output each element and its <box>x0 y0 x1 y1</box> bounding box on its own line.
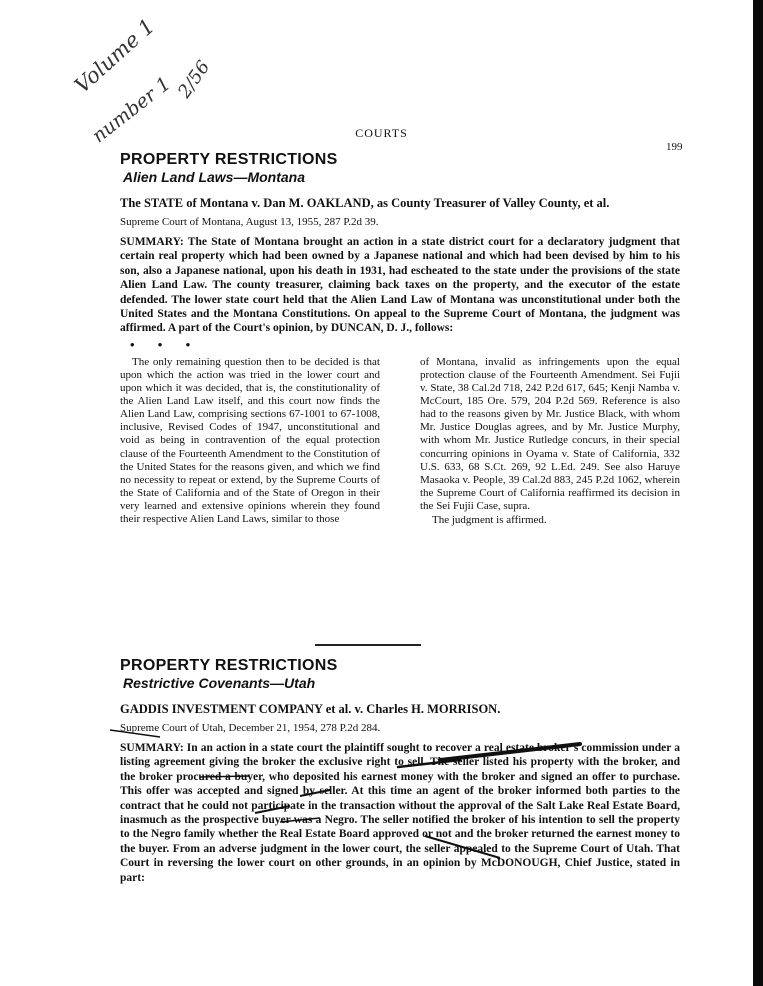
case-title-parties: GADDIS INVESTMENT COMPANY et al. v. Charles H. MORRISON. <box>120 702 501 716</box>
running-head: COURTS <box>355 126 408 140</box>
section-heading: PROPERTY RESTRICTIONS <box>120 657 338 674</box>
summary-label: SUMMARY: <box>120 742 184 754</box>
summary-text: The State of Montana brought an action in a state district court for a declaratory judgment that certain real property which had been owned by a Japanese national and which had been devised by him to his son, also a Japanese national, upon his death in 1931, had escheated to the state under the provisions of the state Alien Land Law. The county treasurer, claiming back taxes on the property, and the executor of the estate defended. The lower state court held that the Alien Land Law of Montana was unconstitutional under both the United States and the Montana Constitutions. On appeal to the Supreme Court of Montana, the judgment was affirmed. A part of the Court's opinion, by DUNCAN, D. J., follows: <box>120 236 680 335</box>
case-title <box>120 195 680 211</box>
case-section-montana <box>120 150 680 527</box>
case-title <box>120 701 680 717</box>
handwritten-annotation <box>62 14 215 160</box>
handwritten-number: number 1 <box>88 72 175 148</box>
scan-edge-shadow <box>753 0 763 986</box>
opinion-paragraph: The only remaining question then to be decided is that upon which the action was tried in the lower court and upon which it was decided, that is, the constitutionality of the Alien Land Law itself, and this court now finds the Alien Land Law, comprising sections 67-1001 to 67-1008, inclusive, Revised Codes of 1947, unconstitutional and void as being in contravention of the equal protection clause of the Fourteenth Amendment to the Constitution of the United States for the reasons given, and which we find no necessity to repeat or extend, by the Supreme Courts of the State of California and of the State of Oregon in their very learned and extensive opinions wherein they found their respective Alien Land Laws, similar to those <box>120 355 380 525</box>
case-title-rest: as County Treasurer of Valley County, et al. <box>376 196 610 210</box>
section-divider <box>315 644 421 646</box>
opinion-paragraph-continued: of Montana, invalid as infringements upon the equal protection clause of the Fourteenth Amendment. Sei Fujii v. State, 38 Cal.2d 718, 242 P.2d 617, 645; Kenji Namba v. McCourt, 185 Ore. 579, 204 P.2d 569. Reference is also had to the reasons given by Mr. Justice Black, with whom Mr. Justice Douglas agrees, and by Mr. Justice Murphy, with whom Mr. Justice Rutledge concurs, in their special concurring opinions in Oyama v. State of California, 332 U.S. 633, 68 S.Ct. 269, 92 L.Ed. 249. See also Haruye Masaoka v. People, 39 Cal.2d 883, 245 P.2d 1062, wherein the Supreme Court of California reaffirmed its decision in the Sei Fujii Case, supra. <box>420 355 680 512</box>
section-subheading: Alien Land Laws—Montana <box>123 169 306 185</box>
case-citation: Supreme Court of Utah, December 21, 1954, 278 P.2d 284. <box>120 722 381 734</box>
summary-text: In an action in a state court the plaintiff sought to recover a real estate broker's commission under a listing agreement giving the broker the exclusive right to sell. The seller listed his property with the broker, and the broker procured a buyer, who deposited his earnest money with the broker and signed an offer to purchase. This offer was accepted and signed by seller. At this time an agent of the broker informed both parties to the contract that he could not participate in the transaction without the approval of the Salt Lake Real Estate Board, inasmuch as the prospective buyer was a Negro. The seller notified the broker of his intention to sell the property to the Negro family whether the Real Estate Board approved or not and the broker returned the earnest money to the buyer. From an adverse judgment in the lower court, the seller appealed to the Supreme Court of Utah. That Court in reversing the lower court on other grounds, in an opinion by McDONOUGH, Chief Justice, stated in part: <box>120 742 680 884</box>
opinion-conclusion: The judgment is affirmed. <box>432 513 547 526</box>
handwritten-date: 2/56 <box>174 56 215 103</box>
case-citation: Supreme Court of Montana, August 13, 1955, 287 P.2d 39. <box>120 216 379 228</box>
case-summary <box>120 235 680 336</box>
summary-label: SUMMARY: <box>120 236 184 248</box>
case-title-parties: The STATE of Montana v. Dan M. OAKLAND, <box>120 196 374 210</box>
section-subheading: Restrictive Covenants—Utah <box>123 675 316 691</box>
page-number: 199 <box>666 141 683 153</box>
opinion-column-left <box>120 356 380 527</box>
case-summary <box>120 741 680 885</box>
handwritten-volume: Volume 1 <box>70 14 160 98</box>
opinion-columns <box>120 356 680 527</box>
opinion-column-right <box>420 356 680 527</box>
omission-marks: • • • <box>130 336 201 352</box>
case-section-utah <box>120 656 680 885</box>
section-heading: PROPERTY RESTRICTIONS <box>120 151 338 168</box>
